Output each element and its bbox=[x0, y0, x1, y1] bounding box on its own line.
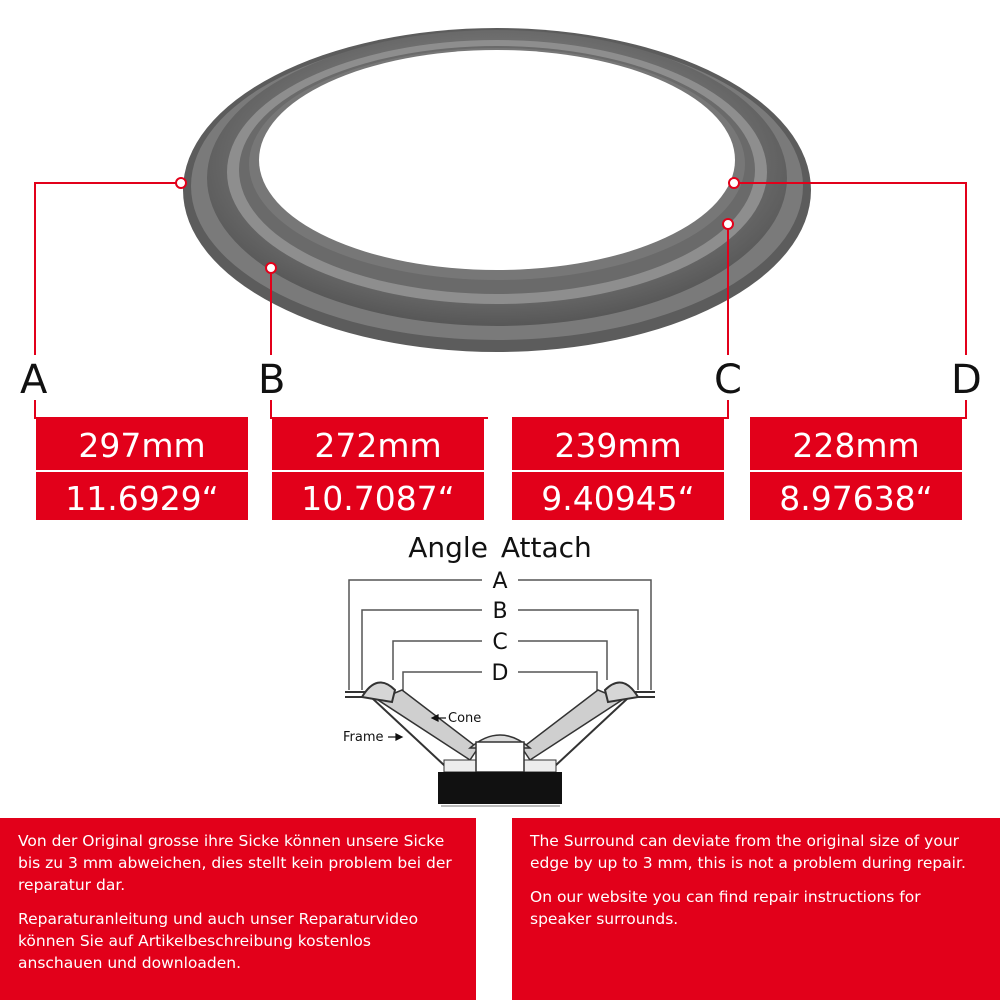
info-text-english-2: On our website you can find repair instructions for speaker surrounds. bbox=[530, 888, 921, 928]
info-text-german-1: Von der Original grosse ihre Sicke können unsere Sicke bis zu 3 mm abweichen, dies stellt kein problem bei der reparatur dar. bbox=[18, 832, 452, 894]
dimension-inch-d: 8.97638“ bbox=[779, 479, 933, 518]
dimension-mm-c: 239mm bbox=[554, 426, 682, 465]
info-text-english-1: The Surround can deviate from the original size of your edge by up to 3 mm, this is not a problem during repair. bbox=[530, 832, 966, 872]
dimension-inch-c: 9.40945“ bbox=[541, 479, 695, 518]
info-text-german-2: Reparaturanleitung und auch unser Reparaturvideo können Sie auf Artikelbeschreibung kostenlos anschauen und downloaden. bbox=[18, 910, 419, 972]
diagram-label-c: C bbox=[492, 630, 508, 655]
diagram-label-a: A bbox=[492, 569, 508, 594]
cone-label: Cone bbox=[448, 711, 482, 726]
dimension-mm-a: 297mm bbox=[78, 426, 206, 465]
dimension-letter-c: C bbox=[714, 357, 742, 403]
dimension-mm-b: 272mm bbox=[314, 426, 442, 465]
diagram-label-d: D bbox=[491, 661, 509, 686]
dimension-mm-d: 228mm bbox=[792, 426, 920, 465]
diagram-label-b: B bbox=[492, 599, 508, 624]
info-panel-english bbox=[512, 818, 1000, 1000]
dimension-letter-b: B bbox=[258, 357, 286, 403]
dimension-inch-a: 11.6929“ bbox=[65, 479, 219, 518]
info-panel-german bbox=[0, 818, 476, 1000]
diagram-title: Angle Attach bbox=[408, 531, 592, 564]
frame-label: Frame bbox=[343, 730, 384, 745]
dimension-inch-b: 10.7087“ bbox=[301, 479, 455, 518]
dimension-letter-a: A bbox=[20, 357, 48, 403]
dimension-letter-d: D bbox=[951, 357, 982, 403]
